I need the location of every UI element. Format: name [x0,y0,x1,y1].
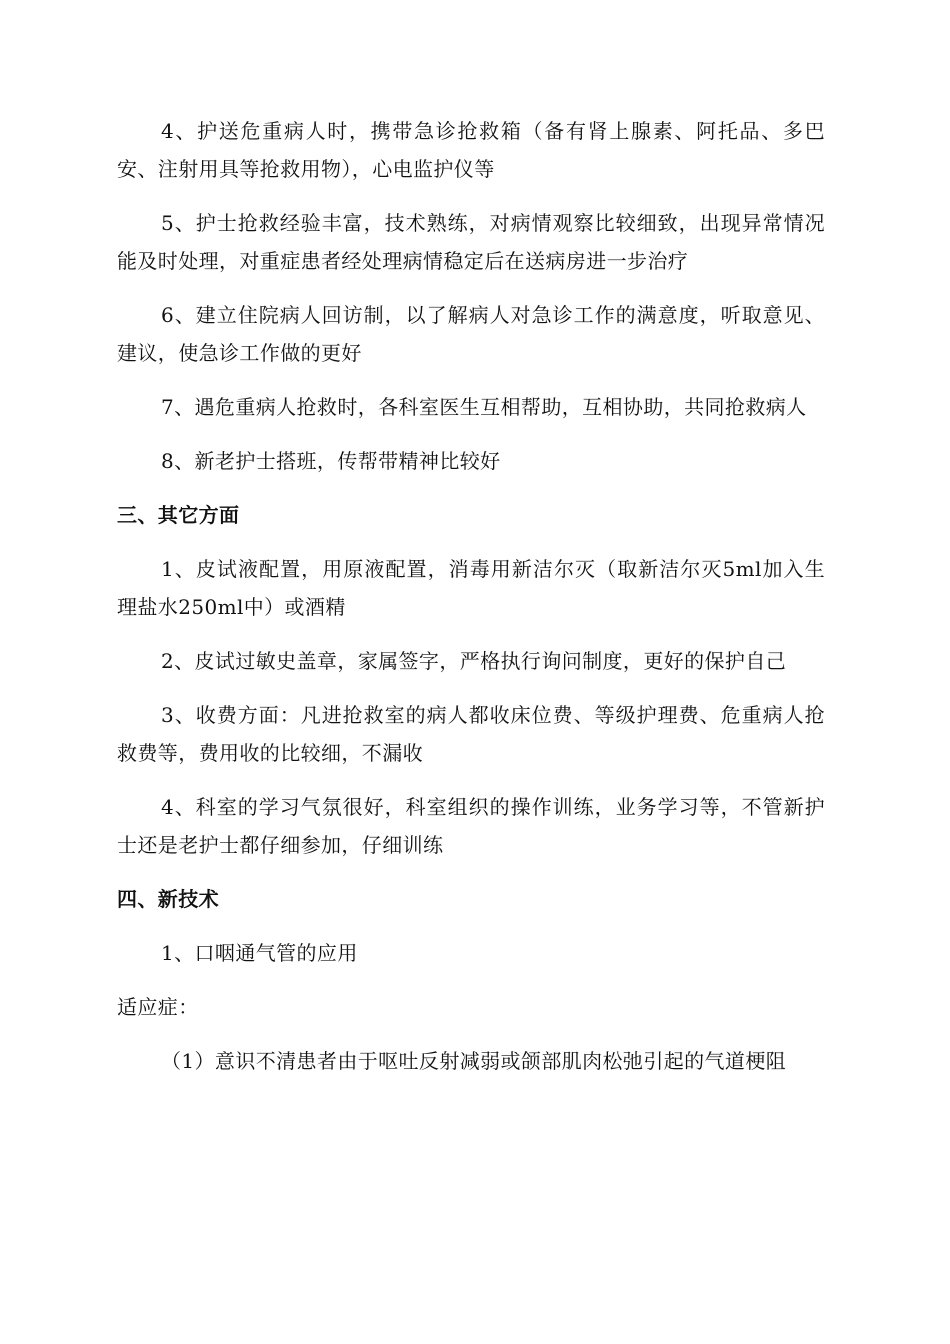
paragraph-item-5: 5、护士抢救经验丰富，技术熟练，对病情观察比较细致，出现异常情况能及时处理，对重症患者经处理病情稳定后在送病房进一步治疗 [117,211,825,273]
paragraph-study-atmosphere: 4、科室的学习气氛很好，科室组织的操作训练，业务学习等，不管新护士还是老护士都仔细参加，仔细训练 [117,795,825,857]
paragraph-indication-1: （1）意识不清患者由于呕吐反射减弱或颌部肌肉松弛引起的气道梗阻 [161,1049,787,1073]
paragraph-item-8: 8、新老护士搭班，传帮带精神比较好 [161,449,501,473]
paragraph-oropharyngeal-airway: 1、口咽通气管的应用 [161,941,358,965]
paragraph-item-4: 4、护送危重病人时，携带急诊抢救箱（备有肾上腺素、阿托品、多巴安、注射用具等抢救用物），心电监护仪等 [117,119,825,181]
paragraph-allergy-record: 2、皮试过敏史盖章，家属签字，严格执行询问制度，更好的保护自己 [161,649,787,673]
paragraph-fees: 3、收费方面：凡进抢救室的病人都收床位费、等级护理费、危重病人抢救费等，费用收的比较细，不漏收 [117,703,825,765]
document-page [117,112,825,1096]
section-heading-other: 三、其它方面 [117,503,240,527]
paragraph-item-7: 7、遇危重病人抢救时，各科室医生互相帮助，互相协助，共同抢救病人 [161,395,807,419]
paragraph-skin-test-solution: 1、皮试液配置，用原液配置，消毒用新洁尔灭（取新洁尔灭5ml加入生理盐水250ml中）或酒精 [117,557,825,619]
paragraph-item-6: 6、建立住院病人回访制，以了解病人对急诊工作的满意度，听取意见、建议，使急诊工作做的更好 [117,303,825,365]
paragraph-indications-label: 适应症： [117,995,199,1019]
section-heading-new-technology: 四、新技术 [117,887,219,911]
